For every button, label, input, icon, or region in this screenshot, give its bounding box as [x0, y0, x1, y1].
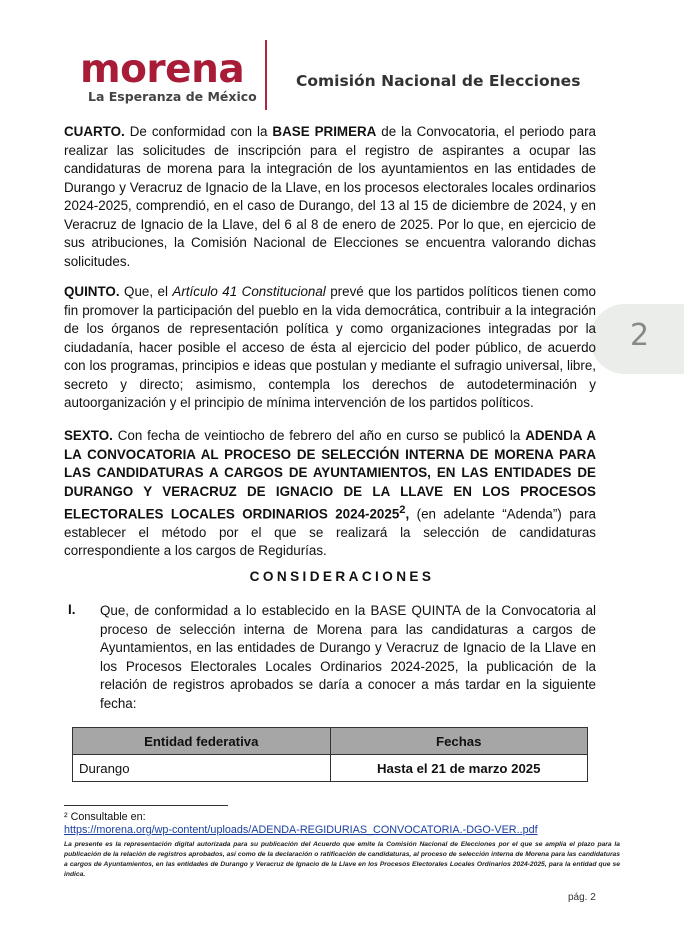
paragraph-sexto — [64, 427, 596, 561]
footnote-link[interactable]: https://morena.org/wp-content/uploads/ADENDA-REGIDURIAS_CONVOCATORIA.-DGO-VER..pdf — [64, 824, 538, 836]
page-tab-number: 2 — [630, 318, 650, 353]
cuarto-label: CUARTO. — [64, 124, 125, 139]
footnote-label: ² Consultable en: — [64, 811, 146, 823]
page-number-tab — [590, 304, 684, 374]
sexto-text-2: (en adelante “Adenda”) para establecer el método por el que se realizará la selección de candidaturas correspondiente a los cargos de Regidurías. — [64, 506, 596, 559]
paragraph-cuarto — [64, 123, 596, 271]
header-fechas: Fechas — [330, 728, 588, 755]
sexto-footnote-ref: 2 — [399, 504, 406, 516]
sexto-text-1: Con fecha de veintiocho de febrero del año en curso se publicó la — [112, 428, 526, 443]
consideracion-text: Que, de conformidad a lo establecido en la BASE QUINTA de la Convocatoria al proceso de selección interna de Morena para las candidaturas a cargos de Ayuntamientos, en las entidades de Durango y Veracruz de Ignacio de la Llave en los Procesos Electorales Locales Ordinarios 2024-2025, la publicación de la relación de registros aprobados se daría a conocer a más tardar en la siguiente fecha: — [100, 603, 596, 711]
consideracion-number: I. — [68, 602, 76, 617]
page-number: pág. 2 — [568, 892, 596, 903]
dates-table — [72, 727, 588, 782]
quinto-text-2: prevé que los partidos políticos tienen como fin promover la participación del pueblo en la vida democrática, contribuir a la integración de los órganos de representación política y como organizaciones integradas por la ciudadanía, hacer posible el acceso de ésta al ejercicio del poder público, de acuerdo con los programas, principios e ideas que postulan y mediante el sufragio universal, libre, secreto y directo; asimismo, contempla los derechos de autodeterminación y autoorganización y el principio de mínima intervención de los partidos políticos. — [64, 284, 596, 410]
paragraph-quinto — [64, 283, 596, 413]
cuarto-base-primera: BASE PRIMERA — [272, 124, 377, 139]
header-entidad: Entidad federativa — [73, 728, 331, 755]
logo-wordmark: morena — [80, 47, 245, 92]
cell-fecha: Hasta el 21 de marzo 2025 — [330, 755, 588, 782]
sexto-label: SEXTO. — [64, 428, 113, 443]
cuarto-text-2: de la Convocatoria, el periodo para realizar las solicitudes de inscripción para el registro de aspirantes a ocupar las candidaturas de morena para la integración de los ayuntamientos en las entidades de Durango y Veracruz de Ignacio de la Llave, en los procesos electorales locales ordinarios 2024-2025, comprendió, en el caso de Durango, del 13 al 15 de diciembre de 2024, y en Veracruz de Ignacio de la Llave, del 6 al 8 de enero de 2025. Por lo que, en ejercicio de sus atribuciones, la Comisión Nacional de Elecciones se encuentra valorando dichas solicitudes. — [64, 124, 596, 269]
quinto-label: QUINTO. — [64, 284, 120, 299]
header-divider — [265, 40, 267, 110]
table-row — [73, 755, 588, 782]
quinto-articulo-41: Artículo 41 Constitucional — [172, 284, 326, 299]
sexto-adenda-title: ADENDA A LA CONVOCATORIA AL PROCESO DE SELECCIÓN INTERNA DE MORENA PARA LAS CANDIDATURAS A CARGOS DE AYUNTAMIENTOS, EN LAS ENTIDADES DE DURANGO Y VERACRUZ DE IGNACIO DE LA LLAVE EN LOS PROCESOS ELECTORALES LOCALES ORDINARIOS 2024-2025 — [64, 428, 596, 522]
logo-tagline: La Esperanza de México — [88, 89, 257, 104]
consideraciones-heading: CONSIDERACIONES — [249, 569, 435, 584]
cell-entidad: Durango — [73, 755, 331, 782]
header-title: Comisión Nacional de Elecciones — [296, 72, 581, 90]
cuarto-text-1: De conformidad con la — [124, 124, 273, 139]
sexto-comma: , — [405, 506, 410, 522]
disclaimer-text: La presente es la representación digital autorizada para su publicación del Acuerdo que emite la Comisión Nacional de Elecciones por el que se amplía el plazo para la publicación de la relación de registros aprobados, así como de la declaración o ratificación de candidaturas, al proceso de selección interna de Morena para las candidaturas a cargos de Ayuntamientos, en las entidades de Durango y Veracruz de Ignacio de la Llave en los Procesos Electorales Locales Ordinarios 2024-2025, para la entidad que se indica. — [64, 841, 620, 878]
table-header-row — [73, 728, 588, 755]
quinto-text-1: Que, el — [119, 284, 173, 299]
document-header — [0, 0, 684, 120]
footnote-rule — [64, 805, 228, 806]
morena-logo — [80, 47, 257, 104]
